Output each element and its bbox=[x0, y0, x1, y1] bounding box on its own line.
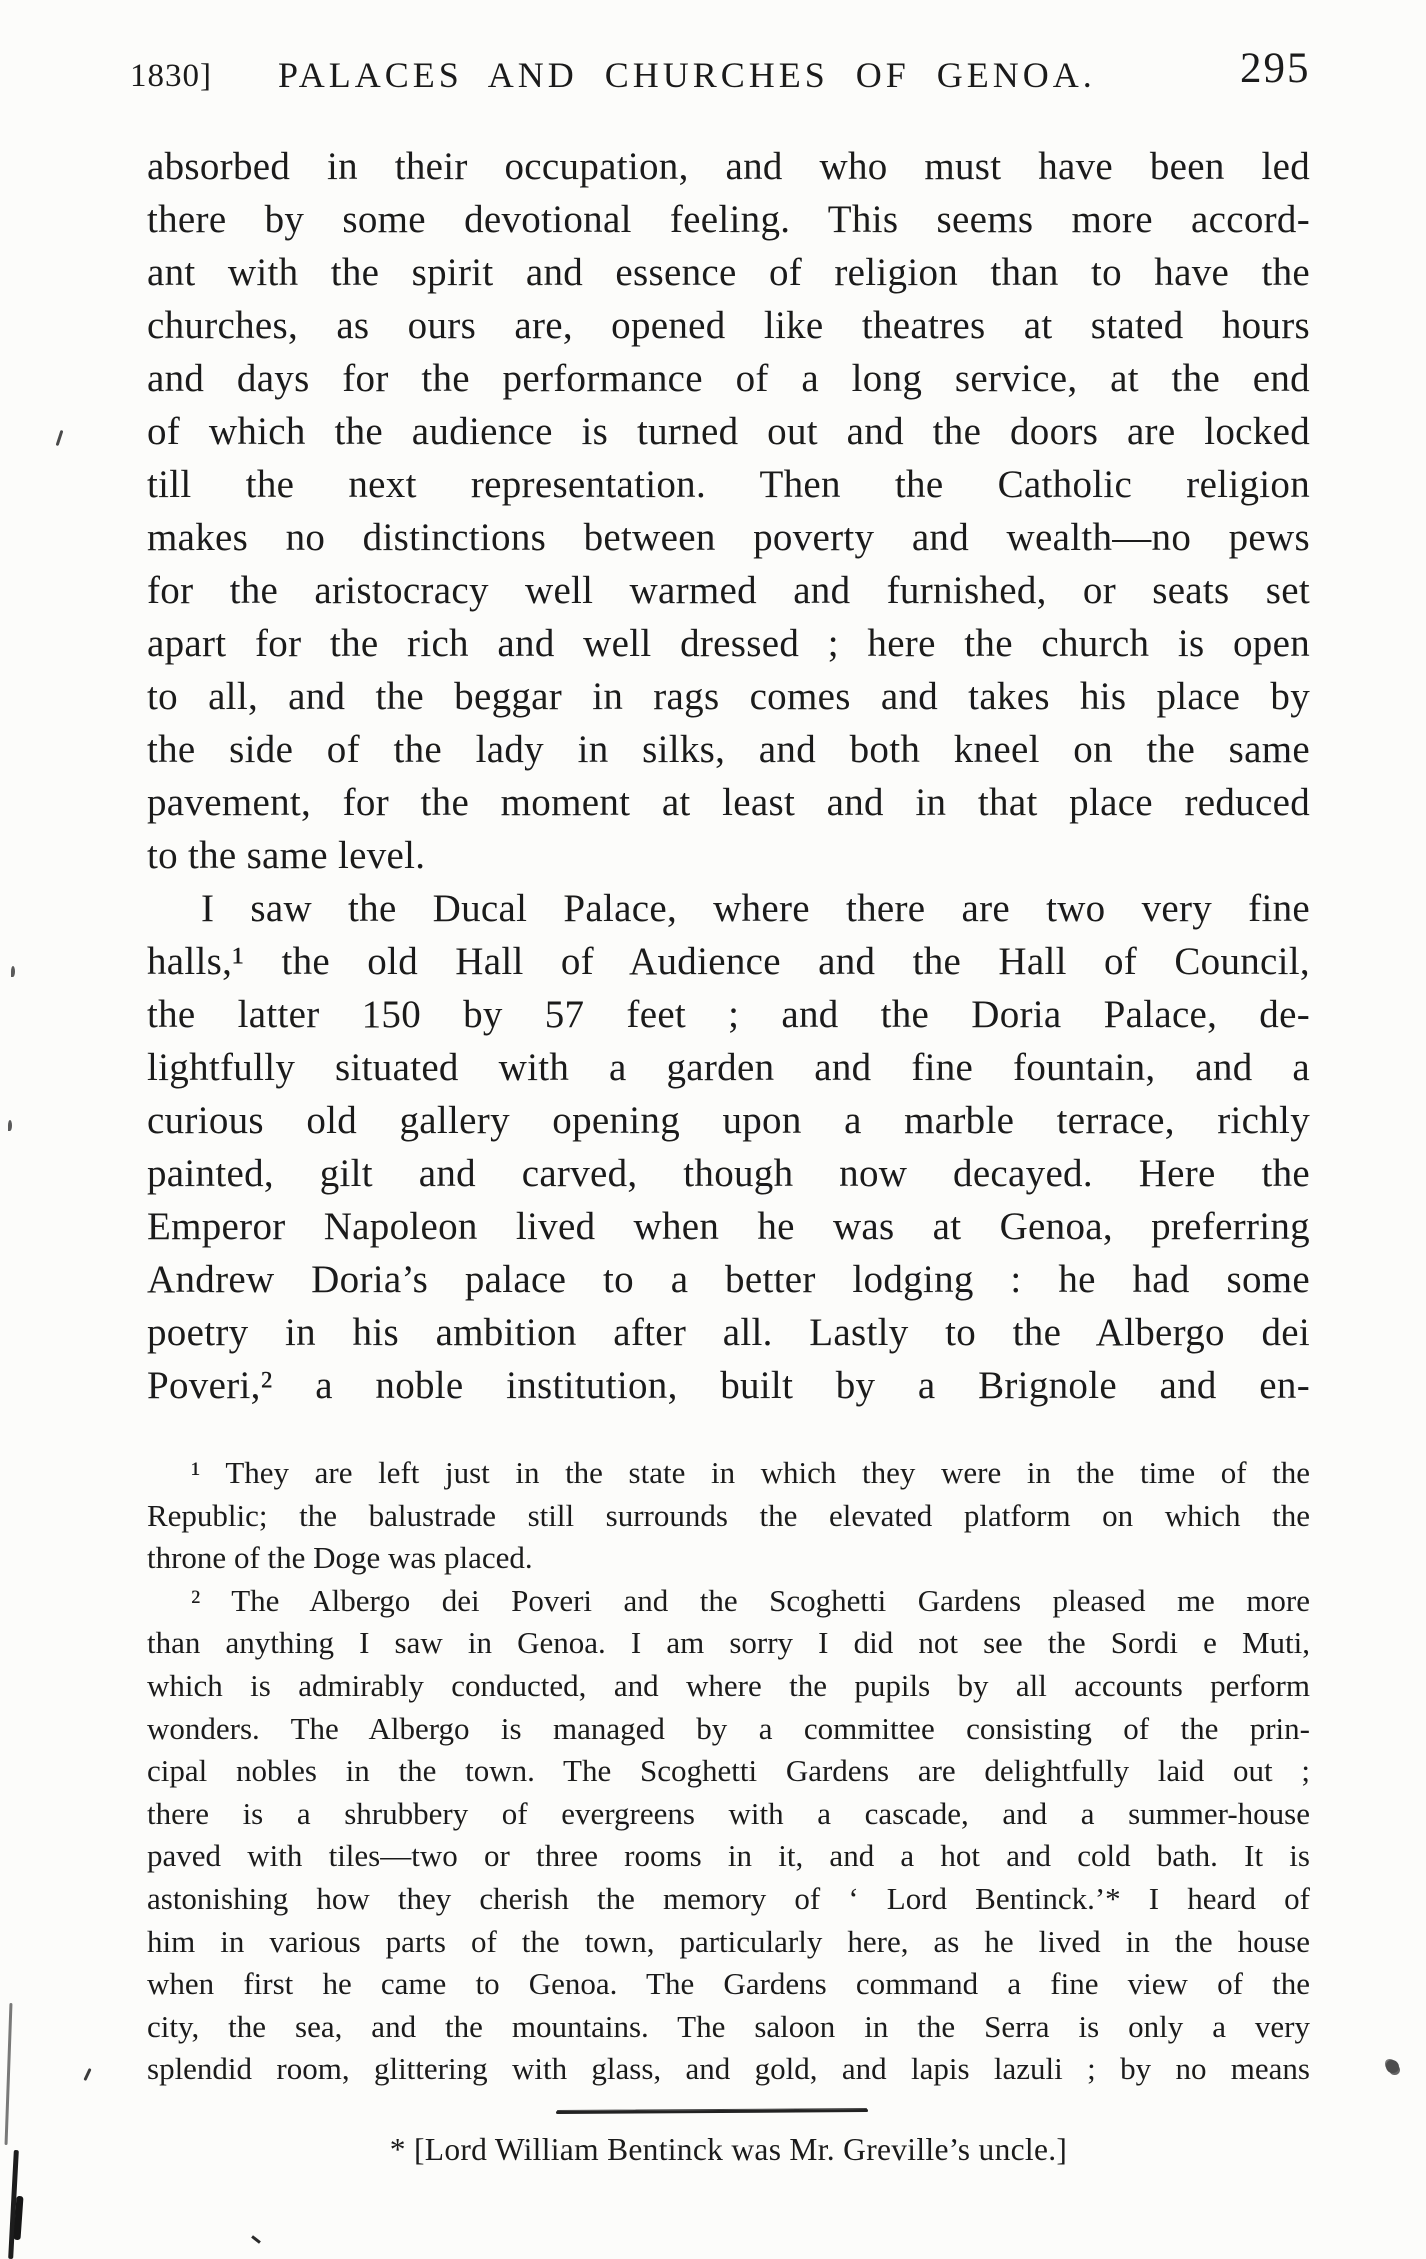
text-line: till the next representation. Then the Catholic religion bbox=[147, 463, 1310, 506]
running-title: PALACES AND CHURCHES OF GENOA. bbox=[278, 55, 1096, 95]
footnote-line: there is a shrubbery of evergreens with a cascade, and a summer-house bbox=[147, 1795, 1310, 1831]
footnote-line: city, the sea, and the mountains. The saloon in the Serra is only a very bbox=[147, 2008, 1310, 2044]
edition-year: 1830] bbox=[130, 58, 212, 94]
text-line: lightfully situated with a garden and fine fountain, and a bbox=[147, 1046, 1310, 1089]
footnote-line: throne of the Doge was placed. bbox=[147, 1540, 533, 1576]
editor-note: * [Lord William Bentinck was Mr. Greville’s uncle.] bbox=[389, 2132, 1068, 2167]
text-line: the latter 150 by 57 feet ; and the Doria Palace, de- bbox=[147, 993, 1310, 1036]
footnote-line: than anything I saw in Genoa. I am sorry I did not see the Sordi e Muti, bbox=[147, 1625, 1310, 1661]
text-line: poetry in his ambition after all. Lastly to the Albergo dei bbox=[147, 1311, 1310, 1354]
text-line: of which the audience is turned out and the doors are locked bbox=[147, 410, 1310, 453]
body-paragraph-1 bbox=[147, 140, 1310, 882]
text-line: pavement, for the moment at least and in that place reduced bbox=[147, 781, 1310, 824]
scan-artifact-mark bbox=[8, 1120, 12, 1131]
footnote-line: which is admirably conducted, and where the pupils by all accounts perform bbox=[147, 1667, 1310, 1703]
footnotes-block bbox=[147, 1452, 1310, 2091]
text-line: to the same level. bbox=[147, 834, 426, 877]
text-line: absorbed in their occupation, and who must have been led bbox=[147, 145, 1310, 188]
footnote-line: cipal nobles in the town. The Scoghetti Gardens are delightfully laid out ; bbox=[147, 1753, 1310, 1789]
scan-artifact-mark bbox=[11, 966, 15, 977]
scan-artifact-mark bbox=[56, 430, 64, 446]
text-line: painted, gilt and carved, though now decayed. Here the bbox=[147, 1152, 1310, 1195]
footnote-2 bbox=[147, 1580, 1310, 2091]
text-line: Poveri,² a noble institution, built by a Brignole and en- bbox=[147, 1364, 1310, 1407]
scan-artifact-ink-blot bbox=[1386, 2060, 1399, 2073]
text-line: and days for the performance of a long service, at the end bbox=[147, 357, 1310, 400]
footnote-line: astonishing how they cherish the memory of ‘ Lord Bentinck.’* I heard of bbox=[147, 1880, 1310, 1916]
text-line: halls,¹ the old Hall of Audience and the Hall of Council, bbox=[147, 940, 1310, 983]
text-line: churches, as ours are, opened like theatres at stated hours bbox=[147, 304, 1310, 347]
main-text-block bbox=[147, 140, 1310, 1412]
text-line: curious old gallery opening upon a marble terrace, richly bbox=[147, 1099, 1310, 1142]
footnote-line: splendid room, glittering with glass, and gold, and lapis lazuli ; by no means bbox=[147, 2051, 1310, 2087]
body-paragraph-2 bbox=[147, 882, 1310, 1412]
scan-artifact-left-streak bbox=[5, 2003, 13, 2145]
scan-artifact-mark bbox=[251, 2235, 261, 2244]
footnote-separator-rule bbox=[556, 2109, 868, 2114]
scan-artifact-mark bbox=[83, 2068, 91, 2081]
footnote-line: Republic; the balustrade still surrounds the elevated platform on which the bbox=[147, 1497, 1310, 1533]
text-line: the side of the lady in silks, and both kneel on the same bbox=[147, 728, 1310, 771]
text-line: ant with the spirit and essence of religion than to have the bbox=[147, 251, 1310, 294]
footnote-line: ² The Albergo dei Poveri and the Scoghetti Gardens pleased me more bbox=[191, 1582, 1310, 1618]
page-number: 295 bbox=[1240, 45, 1311, 92]
text-line: apart for the rich and well dressed ; here the church is open bbox=[147, 622, 1310, 665]
text-line: to all, and the beggar in rags comes and takes his place by bbox=[147, 675, 1310, 718]
footnote-line: ¹ They are left just in the state in which they were in the time of the bbox=[191, 1455, 1310, 1490]
footnote-line: wonders. The Albergo is managed by a committee consisting of the prin- bbox=[147, 1710, 1310, 1746]
footnote-1 bbox=[147, 1452, 1310, 1580]
text-line: makes no distinctions between poverty and wealth—no pews bbox=[147, 516, 1310, 559]
text-line: Emperor Napoleon lived when he was at Genoa, preferring bbox=[147, 1205, 1310, 1248]
footnote-line: him in various parts of the town, particularly here, as he lived in the house bbox=[147, 1923, 1310, 1959]
text-line: Andrew Doria’s palace to a better lodging : he had some bbox=[147, 1258, 1310, 1301]
footnote-line: paved with tiles—two or three rooms in it, and a hot and cold bath. It is bbox=[147, 1838, 1310, 1874]
text-line: I saw the Ducal Palace, where there are two very fine bbox=[201, 887, 1310, 930]
text-line: there by some devotional feeling. This seems more accord- bbox=[147, 198, 1310, 241]
text-line: for the aristocracy well warmed and furnished, or seats set bbox=[147, 569, 1310, 612]
footnote-line: when first he came to Genoa. The Gardens command a fine view of the bbox=[147, 1966, 1310, 2002]
